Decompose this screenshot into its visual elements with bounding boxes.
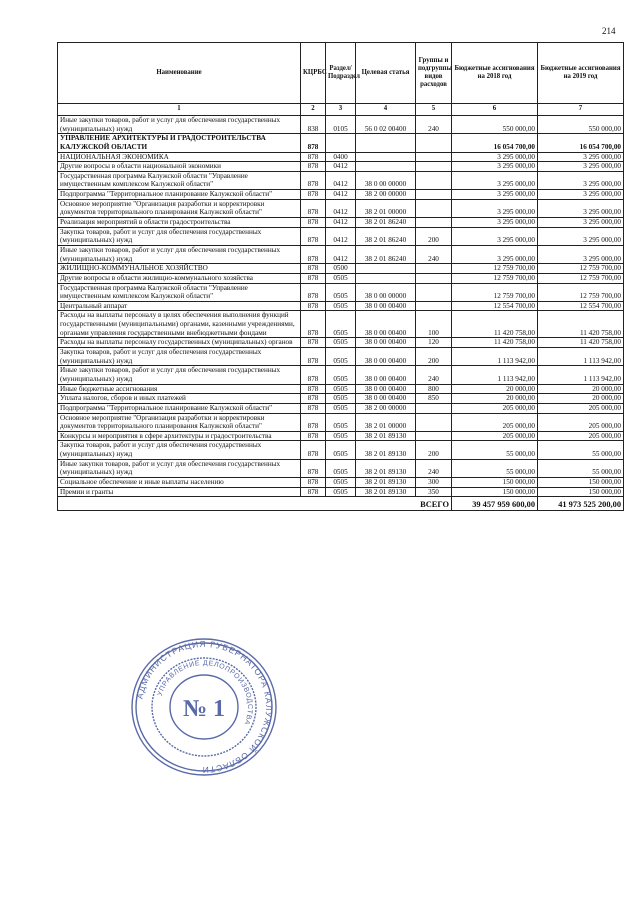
row-2018: 16 054 700,00: [452, 134, 538, 152]
row-kcrbs: 878: [301, 384, 326, 394]
row-2019: 205 000,00: [538, 413, 624, 431]
column-number: 7: [538, 104, 624, 116]
row-vid: 200: [416, 348, 452, 366]
row-name: ЖИЛИЩНО-КОММУНАЛЬНОЕ ХОЗЯЙСТВО: [58, 264, 301, 274]
svg-text:УПРАВЛЕНИЕ ДЕЛОПРОИЗВОДСТВА: УПРАВЛЕНИЕ ДЕЛОПРОИЗВОДСТВА: [156, 659, 254, 726]
row-2019: 550 000,00: [538, 116, 624, 134]
row-vid: 350: [416, 487, 452, 497]
table-row: [58, 134, 624, 152]
row-kcrbs: 878: [301, 264, 326, 274]
table-row: [58, 116, 624, 134]
row-razdel: 0505: [326, 394, 356, 404]
column-number: 3: [326, 104, 356, 116]
row-name: Закупка товаров, работ и услуг для обеспечения государственных (муниципальных) нужд: [58, 348, 301, 366]
table-row: [58, 348, 624, 366]
row-vid: [416, 273, 452, 283]
column-number: 2: [301, 104, 326, 116]
row-2018: 3 295 000,00: [452, 227, 538, 245]
row-vid: [416, 301, 452, 311]
row-razdel: 0505: [326, 273, 356, 283]
row-kcrbs: 878: [301, 245, 326, 263]
row-2018: 3 295 000,00: [452, 218, 538, 228]
header-kcrbs: КЦРБС: [301, 43, 326, 104]
row-statya: 38 2 01 89130: [356, 459, 416, 477]
row-name: Подпрограмма "Территориальное планирование Калужской области": [58, 190, 301, 200]
row-vid: 300: [416, 477, 452, 487]
row-kcrbs: 878: [301, 459, 326, 477]
row-razdel: 0505: [326, 441, 356, 459]
table-row: [58, 413, 624, 431]
header-2019: Бюджетные ассигнования на 2019 год: [538, 43, 624, 104]
row-kcrbs: 878: [301, 301, 326, 311]
row-vid: 200: [416, 441, 452, 459]
row-name: Закупка товаров, работ и услуг для обеспечения государственных (муниципальных) нужд: [58, 227, 301, 245]
row-2018: 55 000,00: [452, 441, 538, 459]
svg-text:№ 1: № 1: [182, 696, 226, 722]
column-number: 1: [58, 104, 301, 116]
row-kcrbs: 878: [301, 218, 326, 228]
row-2019: 20 000,00: [538, 394, 624, 404]
total-label: ВСЕГО: [58, 497, 452, 511]
row-razdel: 0505: [326, 459, 356, 477]
row-2018: 12 554 700,00: [452, 301, 538, 311]
row-2019: 3 295 000,00: [538, 162, 624, 172]
row-razdel: 0505: [326, 477, 356, 487]
row-kcrbs: 878: [301, 403, 326, 413]
row-2018: 150 000,00: [452, 487, 538, 497]
row-kcrbs: 878: [301, 171, 326, 189]
row-2018: 1 113 942,00: [452, 348, 538, 366]
row-razdel: 0505: [326, 338, 356, 348]
row-name: Другие вопросы в области жилищно-коммунального хозяйства: [58, 273, 301, 283]
row-vid: [416, 218, 452, 228]
row-2018: 20 000,00: [452, 384, 538, 394]
row-statya: 38 0 00 00400: [356, 301, 416, 311]
row-vid: 240: [416, 116, 452, 134]
row-2019: 205 000,00: [538, 431, 624, 441]
table-row: [58, 190, 624, 200]
row-statya: 38 2 01 89130: [356, 431, 416, 441]
row-kcrbs: 878: [301, 487, 326, 497]
row-razdel: 0505: [326, 366, 356, 384]
row-2019: 55 000,00: [538, 441, 624, 459]
row-2018: 12 759 700,00: [452, 264, 538, 274]
row-name: Государственная программа Калужской области "Управление имущественным комплексом Калужской области": [58, 171, 301, 189]
row-statya: 38 0 00 00400: [356, 338, 416, 348]
row-kcrbs: 878: [301, 338, 326, 348]
row-statya: [356, 273, 416, 283]
row-razdel: 0505: [326, 403, 356, 413]
table-row: [58, 245, 624, 263]
row-statya: 38 2 01 86240: [356, 218, 416, 228]
row-name: Иные закупки товаров, работ и услуг для обеспечения государственных (муниципальных) нужд: [58, 116, 301, 134]
row-2019: 16 054 700,00: [538, 134, 624, 152]
row-2018: 3 295 000,00: [452, 199, 538, 217]
row-vid: [416, 413, 452, 431]
row-vid: 240: [416, 245, 452, 263]
row-name: Центральный аппарат: [58, 301, 301, 311]
row-kcrbs: 878: [301, 348, 326, 366]
row-name: Иные закупки товаров, работ и услуг для обеспечения государственных (муниципальных) нужд: [58, 245, 301, 263]
row-2018: 550 000,00: [452, 116, 538, 134]
row-razdel: 0505: [326, 311, 356, 338]
header-razdel: Раздел/ Подраздел: [326, 43, 356, 104]
row-vid: 100: [416, 311, 452, 338]
row-statya: 38 0 00 00000: [356, 171, 416, 189]
row-vid: 800: [416, 384, 452, 394]
row-statya: 38 0 00 00400: [356, 311, 416, 338]
budget-table: [57, 42, 624, 511]
header-statya: Целевая статья: [356, 43, 416, 104]
row-razdel: 0505: [326, 431, 356, 441]
row-2018: 205 000,00: [452, 403, 538, 413]
column-number: 5: [416, 104, 452, 116]
row-razdel: 0505: [326, 283, 356, 301]
row-name: Основное мероприятие "Организация разработки и корректировки документов территориального планирования Калужской области": [58, 413, 301, 431]
row-2018: 205 000,00: [452, 431, 538, 441]
row-name: УПРАВЛЕНИЕ АРХИТЕКТУРЫ И ГРАДОСТРОИТЕЛЬСТВА КАЛУЖСКОЙ ОБЛАСТИ: [58, 134, 301, 152]
row-kcrbs: 878: [301, 477, 326, 487]
table-row: [58, 264, 624, 274]
row-statya: 38 0 00 00400: [356, 394, 416, 404]
row-vid: [416, 190, 452, 200]
row-2019: 55 000,00: [538, 459, 624, 477]
row-name: Иные закупки товаров, работ и услуг для обеспечения государственных (муниципальных) нужд: [58, 459, 301, 477]
row-vid: [416, 403, 452, 413]
row-kcrbs: 878: [301, 227, 326, 245]
table-row: [58, 487, 624, 497]
row-name: Реализация мероприятий в области градостроительства: [58, 218, 301, 228]
row-razdel: 0412: [326, 245, 356, 263]
row-2018: 3 295 000,00: [452, 162, 538, 172]
row-kcrbs: 878: [301, 441, 326, 459]
row-2019: 3 295 000,00: [538, 190, 624, 200]
row-2019: 11 420 758,00: [538, 338, 624, 348]
row-kcrbs: 878: [301, 431, 326, 441]
column-number-row: [58, 104, 624, 116]
row-kcrbs: 838: [301, 116, 326, 134]
table-row: [58, 384, 624, 394]
row-2018: 3 295 000,00: [452, 245, 538, 263]
row-kcrbs: 878: [301, 152, 326, 162]
table-row: [58, 459, 624, 477]
row-2018: 3 295 000,00: [452, 152, 538, 162]
svg-text:АДМИНИСТРАЦИЯ ГУБЕРНАТОРА КАЛУ: АДМИНИСТРАЦИЯ ГУБЕРНАТОРА КАЛУЖСКОЙ ОБЛАСТИ: [134, 638, 275, 776]
table-row: [58, 338, 624, 348]
row-2019: 1 113 942,00: [538, 366, 624, 384]
row-statya: [356, 264, 416, 274]
total-2018: 39 457 959 600,00: [452, 497, 538, 511]
row-statya: 38 2 01 89130: [356, 441, 416, 459]
row-statya: 38 0 00 00400: [356, 384, 416, 394]
row-2018: 12 759 700,00: [452, 273, 538, 283]
row-vid: 850: [416, 394, 452, 404]
row-2019: 3 295 000,00: [538, 227, 624, 245]
row-2019: 12 759 700,00: [538, 283, 624, 301]
row-name: НАЦИОНАЛЬНАЯ ЭКОНОМИКА: [58, 152, 301, 162]
row-kcrbs: 878: [301, 413, 326, 431]
table-row: [58, 218, 624, 228]
row-name: Конкурсы и мероприятия в сфере архитектуры и градостроительства: [58, 431, 301, 441]
row-razdel: 0505: [326, 487, 356, 497]
row-razdel: 0412: [326, 162, 356, 172]
total-2019: 41 973 525 200,00: [538, 497, 624, 511]
page-number: 214: [602, 26, 616, 36]
row-vid: [416, 171, 452, 189]
row-statya: 38 0 00 00400: [356, 366, 416, 384]
row-statya: 38 2 01 89130: [356, 477, 416, 487]
table-row: [58, 431, 624, 441]
row-name: Расходы на выплаты персоналу в целях обеспечения выполнения функций государственными (муниципальными) органами, казенными учреждениями, органами управления государственными внебюджетными фондами: [58, 311, 301, 338]
row-kcrbs: 878: [301, 162, 326, 172]
header-name: Наименование: [58, 43, 301, 104]
row-2018: 11 420 758,00: [452, 311, 538, 338]
row-razdel: 0412: [326, 199, 356, 217]
row-vid: [416, 199, 452, 217]
row-razdel: 0105: [326, 116, 356, 134]
row-razdel: 0505: [326, 413, 356, 431]
table-row: [58, 403, 624, 413]
row-2019: 11 420 758,00: [538, 311, 624, 338]
column-number: 6: [452, 104, 538, 116]
row-kcrbs: 878: [301, 394, 326, 404]
row-name: Уплата налогов, сборов и иных платежей: [58, 394, 301, 404]
row-razdel: 0505: [326, 348, 356, 366]
row-2019: 3 295 000,00: [538, 199, 624, 217]
row-name: Государственная программа Калужской области "Управление имущественным комплексом Калужской области": [58, 283, 301, 301]
row-razdel: [326, 134, 356, 152]
row-name: Другие вопросы в области национальной экономики: [58, 162, 301, 172]
row-kcrbs: 878: [301, 134, 326, 152]
table-row: [58, 311, 624, 338]
table-row: [58, 162, 624, 172]
row-2019: 12 554 700,00: [538, 301, 624, 311]
row-statya: [356, 152, 416, 162]
row-kcrbs: 878: [301, 311, 326, 338]
row-razdel: 0412: [326, 171, 356, 189]
total-row: [58, 497, 624, 511]
row-2018: 3 295 000,00: [452, 190, 538, 200]
table-row: [58, 199, 624, 217]
row-vid: [416, 162, 452, 172]
row-statya: 38 2 01 00000: [356, 199, 416, 217]
row-name: Иные бюджетные ассигнования: [58, 384, 301, 394]
row-statya: 38 0 00 00400: [356, 348, 416, 366]
row-vid: [416, 431, 452, 441]
row-2018: 11 420 758,00: [452, 338, 538, 348]
row-kcrbs: 878: [301, 190, 326, 200]
row-name: Расходы на выплаты персоналу государственных (муниципальных) органов: [58, 338, 301, 348]
row-razdel: 0412: [326, 190, 356, 200]
table-row: [58, 441, 624, 459]
row-statya: 38 2 00 00000: [356, 190, 416, 200]
table-row: [58, 152, 624, 162]
row-2019: 3 295 000,00: [538, 171, 624, 189]
row-2019: 3 295 000,00: [538, 245, 624, 263]
row-razdel: 0500: [326, 264, 356, 274]
table-row: [58, 283, 624, 301]
row-name: Иные закупки товаров, работ и услуг для обеспечения государственных (муниципальных) нужд: [58, 366, 301, 384]
row-2019: 3 295 000,00: [538, 218, 624, 228]
row-2018: 12 759 700,00: [452, 283, 538, 301]
header-row: [58, 43, 624, 104]
row-name: Премии и гранты: [58, 487, 301, 497]
row-kcrbs: 878: [301, 366, 326, 384]
table-row: [58, 477, 624, 487]
row-name: Основное мероприятие "Организация разработки и корректировки документов территориального планирования Калужской области": [58, 199, 301, 217]
table-row: [58, 273, 624, 283]
row-vid: [416, 283, 452, 301]
row-2018: 1 113 942,00: [452, 366, 538, 384]
row-2019: 12 759 700,00: [538, 273, 624, 283]
row-kcrbs: 878: [301, 273, 326, 283]
row-statya: 38 2 01 89130: [356, 487, 416, 497]
row-2019: 1 113 942,00: [538, 348, 624, 366]
row-vid: [416, 134, 452, 152]
row-statya: 38 2 01 86240: [356, 245, 416, 263]
row-2018: 205 000,00: [452, 413, 538, 431]
row-2019: 150 000,00: [538, 487, 624, 497]
row-statya: [356, 134, 416, 152]
row-statya: 38 2 01 00000: [356, 413, 416, 431]
table-row: [58, 171, 624, 189]
row-razdel: 0505: [326, 301, 356, 311]
row-vid: 200: [416, 227, 452, 245]
official-stamp: [128, 636, 280, 778]
row-2018: 150 000,00: [452, 477, 538, 487]
row-statya: 38 2 00 00000: [356, 403, 416, 413]
row-vid: 240: [416, 459, 452, 477]
row-2019: 205 000,00: [538, 403, 624, 413]
row-kcrbs: 878: [301, 283, 326, 301]
row-2018: 55 000,00: [452, 459, 538, 477]
header-vid: Группы и подгруппы видов расходов: [416, 43, 452, 104]
row-vid: 240: [416, 366, 452, 384]
row-razdel: 0412: [326, 218, 356, 228]
row-2019: 12 759 700,00: [538, 264, 624, 274]
row-statya: [356, 162, 416, 172]
row-razdel: 0412: [326, 227, 356, 245]
row-statya: 56 0 02 00400: [356, 116, 416, 134]
row-vid: 120: [416, 338, 452, 348]
row-name: Подпрограмма "Территориальное планирование Калужской области": [58, 403, 301, 413]
row-2019: 20 000,00: [538, 384, 624, 394]
row-2019: 150 000,00: [538, 477, 624, 487]
row-2018: 20 000,00: [452, 394, 538, 404]
row-kcrbs: 878: [301, 199, 326, 217]
table-row: [58, 366, 624, 384]
header-2018: Бюджетные ассигнования на 2018 год: [452, 43, 538, 104]
row-statya: 38 2 01 86240: [356, 227, 416, 245]
row-vid: [416, 264, 452, 274]
row-2018: 3 295 000,00: [452, 171, 538, 189]
row-vid: [416, 152, 452, 162]
row-2019: 3 295 000,00: [538, 152, 624, 162]
table-row: [58, 394, 624, 404]
row-razdel: 0400: [326, 152, 356, 162]
row-name: Закупка товаров, работ и услуг для обеспечения государственных (муниципальных) нужд: [58, 441, 301, 459]
table-row: [58, 301, 624, 311]
row-razdel: 0505: [326, 384, 356, 394]
row-name: Социальное обеспечение и иные выплаты населению: [58, 477, 301, 487]
column-number: 4: [356, 104, 416, 116]
row-statya: 38 0 00 00000: [356, 283, 416, 301]
table-row: [58, 227, 624, 245]
